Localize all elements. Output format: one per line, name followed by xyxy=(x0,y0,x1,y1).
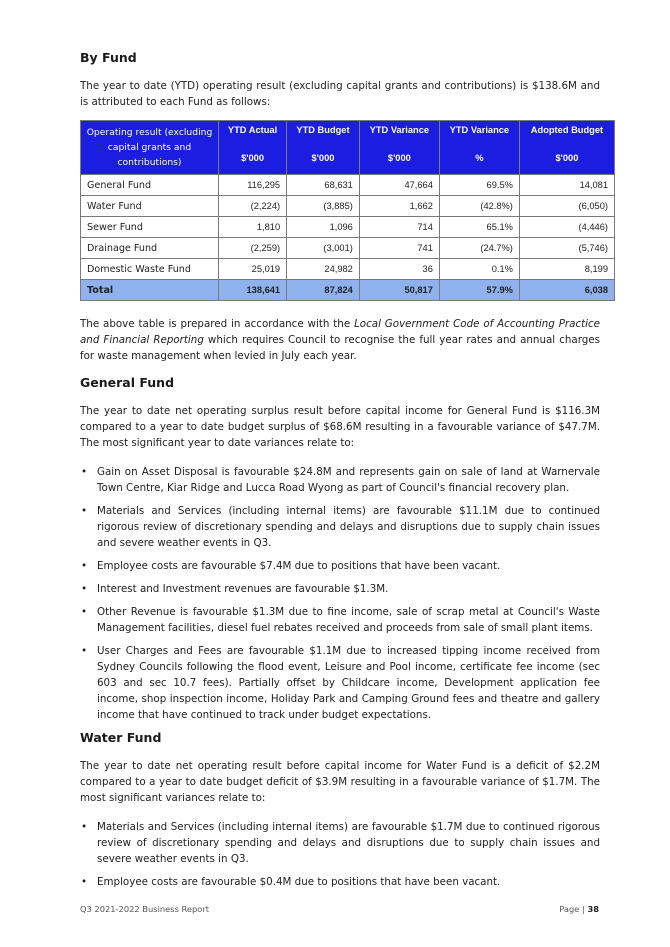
cell: 65.1% xyxy=(439,217,519,238)
list-item: • Materials and Services (including internal items) are favourable $1.7M due to continued rigorous review of discretionary spending and delays and disruptions due to supply chain issues and severe weather events in Q3. xyxy=(81,821,600,865)
cell: 138,641 xyxy=(219,280,287,301)
bullet-icon: • xyxy=(81,606,88,618)
list-item: • Other Revenue is favourable $1.3M due to fine income, sale of scrap metal at Council's Waste Management facilities, diesel fuel rebates received and proceeds from sale of small plant items. xyxy=(81,606,600,634)
bullet-icon: • xyxy=(81,876,88,888)
row-name: Drainage Fund xyxy=(81,238,219,259)
row-name: Domestic Waste Fund xyxy=(81,259,219,280)
table-row xyxy=(81,217,615,238)
cell: (4,446) xyxy=(519,217,614,238)
cell: 47,664 xyxy=(359,175,439,196)
fund-results-table xyxy=(80,120,615,301)
cell: 50,817 xyxy=(359,280,439,301)
water-fund-bullets xyxy=(80,819,600,897)
heading-general-fund: General Fund xyxy=(80,375,175,390)
footer-report-title: Q3 2021-2022 Business Report xyxy=(80,904,210,914)
list-item: • Gain on Asset Disposal is favourable $24.8M and represents gain on sale of land at Warnervale Town Centre, Kiar Ridge and Lucca Road Wyong as part of Council's financial recovery plan. xyxy=(81,466,600,494)
cell: (6,050) xyxy=(519,196,614,217)
cell: 1,662 xyxy=(359,196,439,217)
cell: (2,259) xyxy=(219,238,287,259)
list-item: • Materials and Services (including internal items) are favourable $11.1M due to continued rigorous review of discretionary spending and delays and disruptions due to supply chain issues and severe weather events in Q3. xyxy=(81,505,600,549)
header-operating-result: Operating result (excluding capital grants and contributions) xyxy=(81,121,219,175)
cell: 87,824 xyxy=(287,280,360,301)
header-adopted-budget: Adopted Budget $'000 xyxy=(519,121,614,175)
heading-by-fund: By Fund xyxy=(80,50,137,65)
bullet-icon: • xyxy=(81,560,88,572)
table-row xyxy=(81,175,615,196)
table-header-row xyxy=(81,121,615,175)
cell: 36 xyxy=(359,259,439,280)
bullet-icon: • xyxy=(81,466,88,478)
cell: (2,224) xyxy=(219,196,287,217)
cell: (3,885) xyxy=(287,196,360,217)
cell: 24,982 xyxy=(287,259,360,280)
by-fund-intro: The year to date (YTD) operating result (excluding capital grants and contributions) is $138.6M and is attributed to each Fund as follows: xyxy=(80,80,600,108)
cell: 68,631 xyxy=(287,175,360,196)
cell: 741 xyxy=(359,238,439,259)
cell: (42.8%) xyxy=(439,196,519,217)
table-row xyxy=(81,259,615,280)
header-ytd-variance-pct: YTD Variance % xyxy=(439,121,519,175)
table-total-row xyxy=(81,280,615,301)
general-fund-intro: The year to date net operating surplus result before capital income for General Fund is $116.3M compared to a year to date budget surplus of $68.6M resulting in a favourable variance of $47.7M. The most significant year to date variances relate to: xyxy=(80,405,600,449)
cell: 1,810 xyxy=(219,217,287,238)
row-name: Sewer Fund xyxy=(81,217,219,238)
water-fund-intro: The year to date net operating result before capital income for Water Fund is a deficit of $2.2M compared to a year to date budget deficit of $3.9M resulting in a favourable variance of $1.7M. The most significant variances relate to: xyxy=(80,760,600,804)
cell: 714 xyxy=(359,217,439,238)
footer-page-number: Page | 38 xyxy=(559,904,599,914)
header-ytd-budget: YTD Budget $'000 xyxy=(287,121,360,175)
heading-water-fund: Water Fund xyxy=(80,730,162,745)
list-item: • Employee costs are favourable $7.4M due to positions that have been vacant. xyxy=(81,560,501,572)
bullet-icon: • xyxy=(81,505,88,517)
cell: 57.9% xyxy=(439,280,519,301)
total-label: Total xyxy=(81,280,219,301)
header-ytd-variance: YTD Variance $'000 xyxy=(359,121,439,175)
cell: 116,295 xyxy=(219,175,287,196)
cell: 8,199 xyxy=(519,259,614,280)
cell: (3,001) xyxy=(287,238,360,259)
cell: 0.1% xyxy=(439,259,519,280)
row-name: Water Fund xyxy=(81,196,219,217)
bullet-icon: • xyxy=(81,821,88,833)
bullet-icon: • xyxy=(81,645,88,657)
list-item: • Employee costs are favourable $0.4M due to positions that have been vacant. xyxy=(81,876,501,888)
cell: 25,019 xyxy=(219,259,287,280)
cell: 1,096 xyxy=(287,217,360,238)
cell: 69.5% xyxy=(439,175,519,196)
cell: 6,038 xyxy=(519,280,614,301)
bullet-icon: • xyxy=(81,583,88,595)
list-item: • Interest and Investment revenues are favourable $1.3M. xyxy=(81,583,389,595)
accounting-note: The above table is prepared in accordance with the Local Government Code of Accounting Practice and Financial Reporting which requires Council to recognise the full year rates and annual charges for waste management when levied in July each year. xyxy=(80,318,601,362)
table-row xyxy=(81,238,615,259)
list-item: • User Charges and Fees are favourable $1.1M due to increased tipping income received from Sydney Councils following the flood event, Leisure and Pool income, certificate fee income (sec 603 and sec 10.7 fees). Partially offset by Childcare income, Development application fee income, shop inspection income, Holiday Park and Camping Ground fees and theatre and gallery income that have continued to track under budget expectations. xyxy=(81,645,600,721)
cell: 14,081 xyxy=(519,175,614,196)
code-reference: Local Government Code of Accounting Practice and Financial Reporting xyxy=(80,318,601,346)
header-ytd-actual: YTD Actual $'000 xyxy=(219,121,287,175)
cell: (5,746) xyxy=(519,238,614,259)
cell: (24.7%) xyxy=(439,238,519,259)
table-row xyxy=(81,196,615,217)
general-fund-bullets xyxy=(80,464,600,730)
row-name: General Fund xyxy=(81,175,219,196)
